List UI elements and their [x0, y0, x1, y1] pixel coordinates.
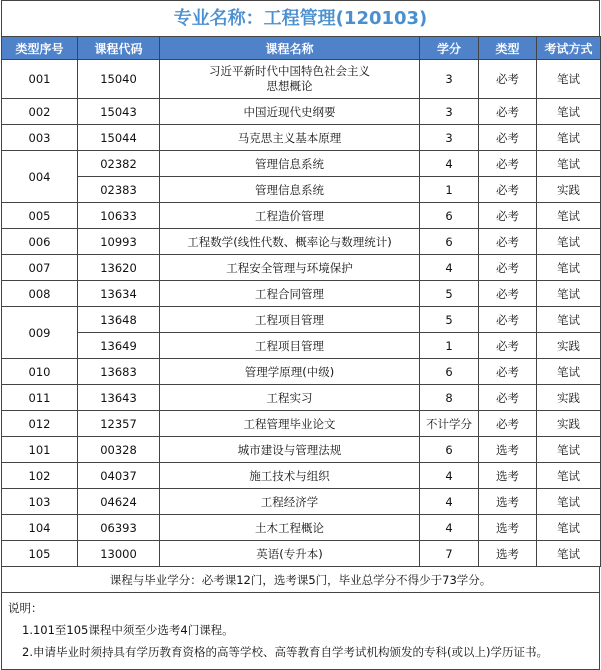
cell-credit: 4	[420, 515, 479, 541]
notes-heading: 说明：	[8, 601, 43, 615]
table-row	[2, 255, 601, 281]
cell-type: 必考	[479, 151, 537, 177]
cell-code: 13649	[78, 333, 160, 359]
cell-exam: 笔试	[537, 125, 601, 151]
cell-exam: 实践	[537, 385, 601, 411]
cell-seq: 012	[2, 411, 78, 437]
cell-course-name: 英语(专升本)	[160, 541, 420, 567]
cell-course-name: 工程项目管理	[160, 307, 420, 333]
cell-code: 13643	[78, 385, 160, 411]
notes-section	[1, 593, 600, 670]
cell-code: 13648	[78, 307, 160, 333]
table-row	[2, 203, 601, 229]
cell-exam: 笔试	[537, 281, 601, 307]
cell-seq: 101	[2, 437, 78, 463]
header-credit: 学分	[420, 37, 479, 60]
cell-code: 13620	[78, 255, 160, 281]
cell-code: 15040	[78, 60, 160, 99]
cell-credit: 8	[420, 385, 479, 411]
note-item: 1.101至105课程中须至少选考4门课程。	[22, 623, 234, 637]
header-type: 类型	[479, 37, 537, 60]
cell-course-name: 工程实习	[160, 385, 420, 411]
cell-exam: 笔试	[537, 515, 601, 541]
table-row	[2, 307, 601, 333]
cell-seq: 009	[2, 307, 78, 359]
cell-course-name: 管理信息系统	[160, 151, 420, 177]
cell-credit: 3	[420, 60, 479, 99]
cell-code: 04624	[78, 489, 160, 515]
cell-type: 选考	[479, 489, 537, 515]
cell-seq: 006	[2, 229, 78, 255]
table-row	[2, 463, 601, 489]
cell-course-name: 土木工程概论	[160, 515, 420, 541]
cell-course-name: 马克思主义基本原理	[160, 125, 420, 151]
cell-seq: 105	[2, 541, 78, 567]
cell-type: 必考	[479, 359, 537, 385]
table-row	[2, 489, 601, 515]
cell-code: 12357	[78, 411, 160, 437]
cell-credit: 6	[420, 229, 479, 255]
cell-seq: 001	[2, 60, 78, 99]
curriculum-document	[1, 0, 600, 670]
cell-seq: 005	[2, 203, 78, 229]
cell-code: 06393	[78, 515, 160, 541]
course-name-line2: 思想概论	[266, 79, 313, 93]
cell-type: 选考	[479, 437, 537, 463]
cell-exam: 实践	[537, 411, 601, 437]
cell-seq: 102	[2, 463, 78, 489]
cell-code: 15044	[78, 125, 160, 151]
cell-course-name: 工程数学(线性代数、概率论与数理统计)	[160, 229, 420, 255]
cell-type: 必考	[479, 281, 537, 307]
cell-seq: 008	[2, 281, 78, 307]
credit-summary: 课程与毕业学分：必考课12门，选考课5门，毕业总学分不得少于73学分。	[1, 567, 600, 593]
cell-course-name: 中国近现代史纲要	[160, 99, 420, 125]
cell-course-name: 工程管理毕业论文	[160, 411, 420, 437]
cell-exam: 笔试	[537, 307, 601, 333]
cell-course-name: 工程合同管理	[160, 281, 420, 307]
cell-credit: 7	[420, 541, 479, 567]
cell-exam: 笔试	[537, 99, 601, 125]
cell-credit: 5	[420, 307, 479, 333]
cell-credit: 1	[420, 177, 479, 203]
cell-code: 10633	[78, 203, 160, 229]
table-row	[2, 541, 601, 567]
cell-credit: 3	[420, 99, 479, 125]
cell-course-name: 工程造价管理	[160, 203, 420, 229]
cell-seq: 007	[2, 255, 78, 281]
table-row	[2, 125, 601, 151]
table-row	[2, 385, 601, 411]
cell-type: 必考	[479, 99, 537, 125]
cell-type: 必考	[479, 385, 537, 411]
page-title: 专业名称：工程管理(120103)	[1, 0, 600, 36]
cell-type: 选考	[479, 463, 537, 489]
cell-exam: 笔试	[537, 255, 601, 281]
table-row	[2, 333, 601, 359]
cell-course-name: 城市建设与管理法规	[160, 437, 420, 463]
cell-type: 选考	[479, 541, 537, 567]
cell-exam: 实践	[537, 333, 601, 359]
cell-code: 15043	[78, 99, 160, 125]
cell-type: 必考	[479, 203, 537, 229]
cell-credit: 4	[420, 489, 479, 515]
cell-exam: 笔试	[537, 60, 601, 99]
cell-exam: 笔试	[537, 359, 601, 385]
cell-code: 13000	[78, 541, 160, 567]
cell-code: 04037	[78, 463, 160, 489]
cell-credit: 4	[420, 151, 479, 177]
header-exam: 考试方式	[537, 37, 601, 60]
cell-credit: 5	[420, 281, 479, 307]
cell-seq: 002	[2, 99, 78, 125]
cell-course-name: 工程项目管理	[160, 333, 420, 359]
note-item: 2.申请毕业时须持具有学历教育资格的高等学校、高等教育自学考试机构颁发的专科(或以上)学历证书。	[22, 645, 548, 659]
cell-course-name: 管理学原理(中级)	[160, 359, 420, 385]
cell-seq: 003	[2, 125, 78, 151]
table-row	[2, 177, 601, 203]
cell-code: 00328	[78, 437, 160, 463]
cell-type: 必考	[479, 125, 537, 151]
cell-credit: 6	[420, 203, 479, 229]
cell-exam: 笔试	[537, 489, 601, 515]
cell-type: 必考	[479, 177, 537, 203]
cell-seq: 011	[2, 385, 78, 411]
cell-credit: 4	[420, 463, 479, 489]
cell-type: 必考	[479, 411, 537, 437]
course-name-line1: 习近平新时代中国特色社会主义	[209, 64, 370, 78]
cell-exam: 笔试	[537, 151, 601, 177]
cell-code: 13634	[78, 281, 160, 307]
cell-code: 02383	[78, 177, 160, 203]
table-row	[2, 411, 601, 437]
cell-code: 13683	[78, 359, 160, 385]
header-seq: 类型序号	[2, 37, 78, 60]
cell-seq: 004	[2, 151, 78, 203]
cell-exam: 笔试	[537, 463, 601, 489]
cell-seq: 103	[2, 489, 78, 515]
cell-credit: 6	[420, 437, 479, 463]
course-table	[1, 36, 601, 567]
cell-code: 02382	[78, 151, 160, 177]
cell-exam: 笔试	[537, 541, 601, 567]
table-header-row	[2, 37, 601, 60]
cell-exam: 笔试	[537, 437, 601, 463]
table-row	[2, 229, 601, 255]
cell-exam: 笔试	[537, 229, 601, 255]
header-name: 课程名称	[160, 37, 420, 60]
cell-type: 选考	[479, 515, 537, 541]
cell-course-name: 工程安全管理与环境保护	[160, 255, 420, 281]
cell-type: 必考	[479, 307, 537, 333]
cell-seq: 010	[2, 359, 78, 385]
table-row	[2, 359, 601, 385]
cell-type: 必考	[479, 333, 537, 359]
cell-course-name: 管理信息系统	[160, 177, 420, 203]
table-row	[2, 60, 601, 99]
cell-code: 10993	[78, 229, 160, 255]
cell-seq: 104	[2, 515, 78, 541]
cell-credit: 3	[420, 125, 479, 151]
cell-type: 必考	[479, 60, 537, 99]
cell-exam: 笔试	[537, 203, 601, 229]
cell-course-name: 施工技术与组织	[160, 463, 420, 489]
cell-course-name: 工程经济学	[160, 489, 420, 515]
cell-course-name	[160, 60, 420, 99]
table-row	[2, 151, 601, 177]
header-code: 课程代码	[78, 37, 160, 60]
cell-credit: 4	[420, 255, 479, 281]
table-row	[2, 99, 601, 125]
cell-type: 必考	[479, 229, 537, 255]
table-row	[2, 281, 601, 307]
table-row	[2, 515, 601, 541]
cell-credit: 6	[420, 359, 479, 385]
cell-type: 必考	[479, 255, 537, 281]
table-row	[2, 437, 601, 463]
cell-exam: 实践	[537, 177, 601, 203]
cell-credit: 1	[420, 333, 479, 359]
cell-credit: 不计学分	[420, 411, 479, 437]
